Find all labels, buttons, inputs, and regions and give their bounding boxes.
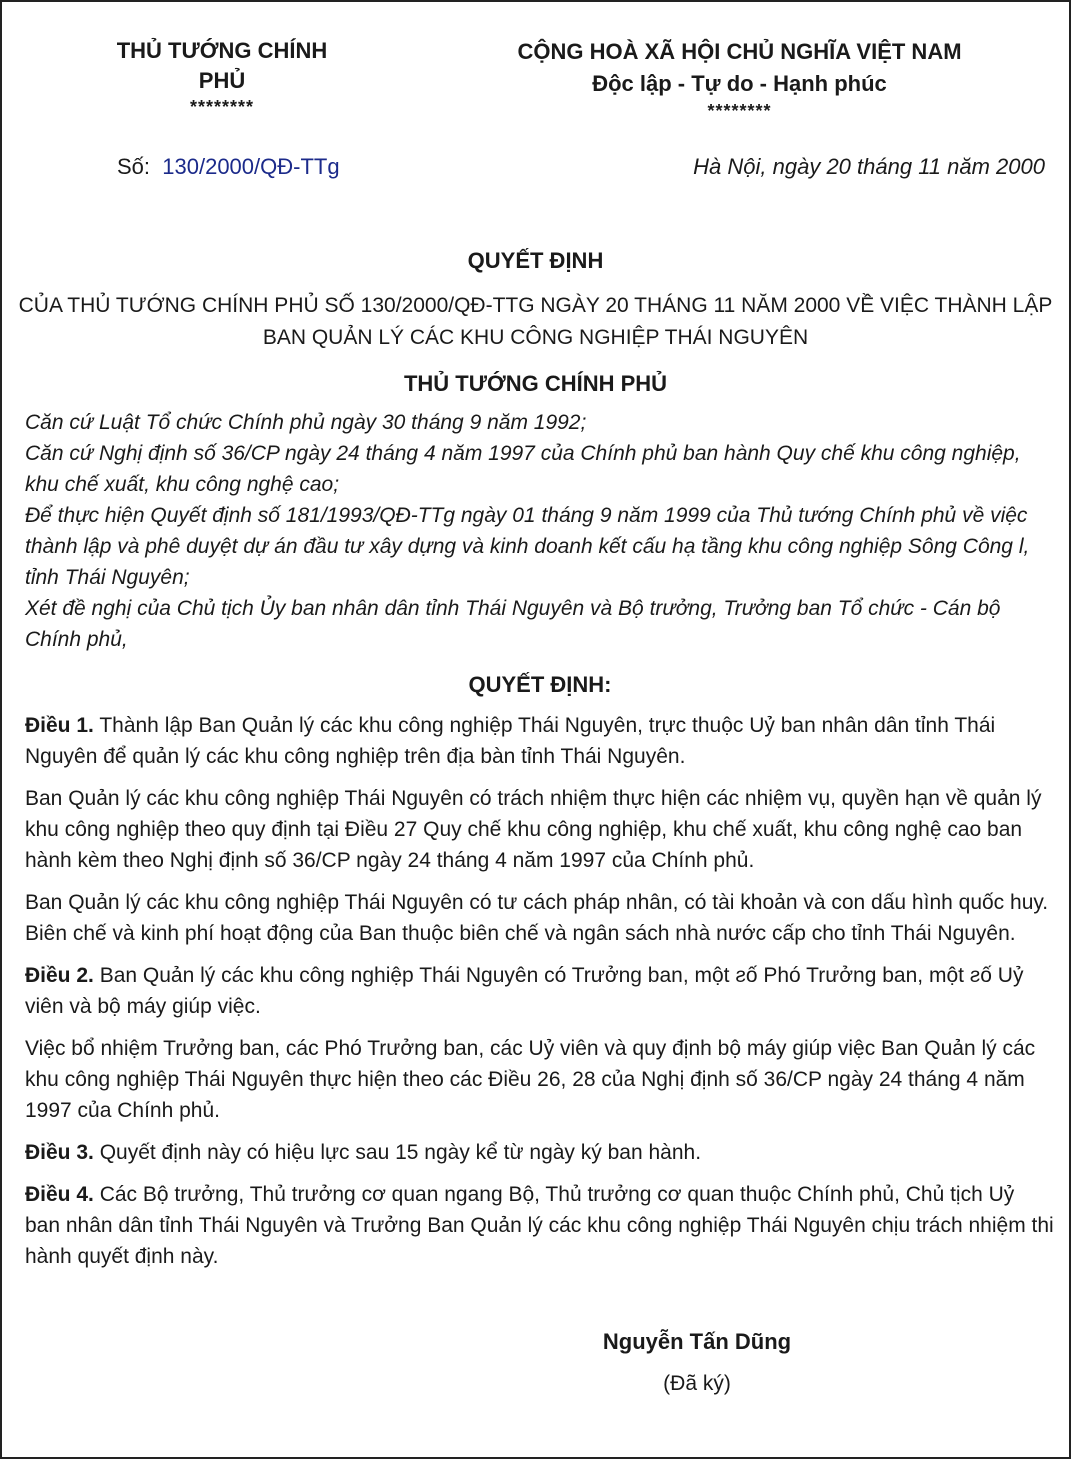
- title-block: [2, 246, 1069, 400]
- legal-basis-item: Căn cứ Luật Tổ chức Chính phủ ngày 30 tháng 9 năm 1992;: [25, 411, 587, 434]
- motto-stars: ********: [707, 101, 772, 121]
- article-2-label: Điều 2.: [25, 964, 94, 987]
- document-number: [117, 154, 340, 180]
- article-4: [25, 1179, 1055, 1272]
- article-1-paragraph-2: Ban Quản lý các khu công nghiệp Thái Nguyên có trách nhiệm thực hiện các nhiệm vụ, quyền hạn về quản lý khu công nghiệp theo quy định tại Điều 27 Quy chế khu công nghiệp, khu chế xuất, khu công nghệ cao ban hành kèm theo Nghị định số 36/CP ngày 24 tháng 4 năm 1997 của Chính phủ.: [25, 787, 1042, 872]
- national-motto: Độc lập - Tự do - Hạnh phúc: [592, 71, 887, 96]
- so-label: Số:: [117, 154, 151, 179]
- article-2-paragraph-2: Việc bổ nhiệm Trưởng ban, các Phó Trưởng ban, các Uỷ viên và quy định bộ máy giúp việc Ban Quản lý các khu công nghiệp Thái Nguyên thực hiện theo các Điều 26, 28 của Nghị định số 36/CP ngày 24 tháng 4 năm 1997 của Chính phủ.: [25, 1037, 1036, 1122]
- decision-subtitle: [2, 290, 1069, 354]
- article-3: [25, 1137, 1055, 1168]
- country-name: CỘNG HOÀ XÃ HỘI CHỦ NGHĨA VIỆT NAM: [517, 39, 962, 64]
- subtitle-line-2: BAN QUẢN LÝ CÁC KHU CÔNG NGHIỆP THÁI NGUYÊN: [262, 326, 809, 349]
- legal-basis: [25, 407, 1055, 655]
- national-title-block: [517, 36, 962, 122]
- article-2: [25, 960, 1055, 1022]
- article-3-label: Điều 3.: [25, 1141, 94, 1164]
- article-1-paragraph-3: Ban Quản lý các khu công nghiệp Thái Nguyên có tư cách pháp nhân, có tài khoản và con dấu hình quốc huy. Biên chế và kinh phí hoạt động của Ban thuộc biên chế và ngân sách nhà nước cấp cho tỉnh Thái Nguyên.: [25, 891, 1049, 945]
- decision-title: QUYẾT ĐỊNH: [467, 248, 604, 273]
- legal-basis-item: Căn cứ Nghị định số 36/CP ngày 24 tháng 4 năm 1997 của Chính phủ ban hành Quy chế khu công nghiệp, khu chế xuất, khu công nghệ cao;: [25, 442, 1021, 496]
- place-date: Hà Nội, ngày 20 tháng 11 năm 2000: [693, 154, 1045, 179]
- article-4-text: Các Bộ trưởng, Thủ trưởng cơ quan ngang Bộ, Thủ trưởng cơ quan thuộc Chính phủ, Chủ tịch Uỷ ban nhân dân tỉnh Thái Nguyên và Trưởng Ban Quản lý các khu công nghiệp Thái Nguyên chịu trách nhiệm thi hành quyết định này.: [25, 1183, 1054, 1268]
- subtitle-line-1: CỦA THỦ TƯỚNG CHÍNH PHỦ SỐ 130/2000/QĐ-TTG NGÀY 20 THÁNG 11 NĂM 2000 VỀ VIỆC THÀNH LẬP: [18, 294, 1053, 317]
- authority-heading: THỦ TƯỚNG CHÍNH PHỦ: [403, 371, 668, 396]
- signed-note: (Đã ký): [663, 1372, 731, 1395]
- article-1-label: Điều 1.: [25, 714, 94, 737]
- issuer-name: THỦ TƯỚNG CHÍNH PHỦ: [116, 38, 328, 93]
- document-body: [25, 407, 1055, 1283]
- issuer-stars: ********: [189, 97, 255, 117]
- so-number-link[interactable]: 130/2000/QĐ-TTg: [162, 154, 340, 179]
- signer-name: Nguyễn Tấn Dũng: [602, 1329, 792, 1354]
- decision-heading: QUYẾT ĐỊNH:: [468, 672, 612, 697]
- article-2-text: Ban Quản lý các khu công nghiệp Thái Nguyên có Trưởng ban, một ƨố Phó Trưởng ban, một ƨố Uỷ viên và bộ máy giúp việc.: [25, 964, 1024, 1018]
- legal-basis-item: Xét đề nghị của Chủ tịch Ủy ban nhân dân tỉnh Thái Nguyên và Bộ trưởng, Trưởng ban Tổ chức - Cán bộ Chính phủ,: [25, 597, 1001, 651]
- legal-basis-item: Để thực hiện Quyết định số 181/1993/QĐ-TTg ngày 01 tháng 9 năm 1999 của Thủ tướng Chính phủ về việc thành lập và phê duyệt dự án đầu tư xây dựng và kinh doanh kết cấu hạ tầng khu công nghiệp Sông Công l, tỉnh Thái Nguyên;: [25, 504, 1030, 589]
- article-1: [25, 710, 1055, 772]
- article-3-text: Quyết định này có hiệu lực sau 15 ngày kể từ ngày ký ban hành.: [93, 1141, 702, 1164]
- article-4-label: Điều 4.: [25, 1183, 94, 1206]
- article-1-text: Thành lập Ban Quản lý các khu công nghiệp Thái Nguyên, trực thuộc Uỷ ban nhân dân tỉnh Thái Nguyên để quản lý các khu công nghiệp trên địa bàn tỉnh Thái Nguyên.: [25, 714, 996, 768]
- issuer-block: [92, 36, 352, 118]
- signature-block: [562, 1327, 832, 1399]
